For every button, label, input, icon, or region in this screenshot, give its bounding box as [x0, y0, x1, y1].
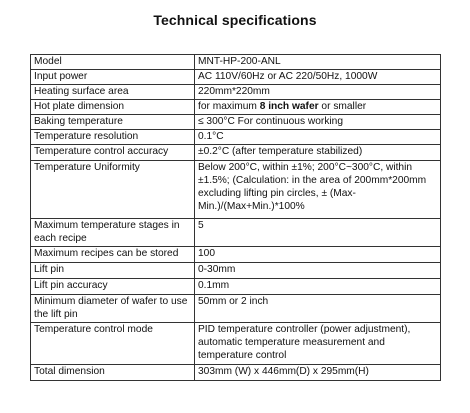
spec-value: 0.1mm — [195, 279, 441, 295]
table-row — [31, 70, 441, 85]
spec-label: Heating surface area — [31, 85, 195, 100]
spec-value-bold: 8 inch wafer — [259, 101, 319, 112]
table-row — [31, 279, 441, 295]
spec-label: Maximum recipes can be stored — [31, 247, 195, 263]
spec-label: Model — [31, 55, 195, 70]
spec-value: PID temperature controller (power adjustment), automatic temperature measurement and temperature control — [195, 323, 441, 365]
spec-value-text: for maximum — [198, 101, 260, 112]
spec-value: Below 200°C, within ±1%; 200°C~300°C, within ±1.5%; (Calculation: in the area of 200mm*200mm excluding lifting pin circles, ± (Max-Min.)/(Max+Min.)*100% — [195, 161, 441, 219]
table-row — [31, 219, 441, 247]
spec-value: AC 110V/60Hz or AC 220/50Hz, 1000W — [195, 70, 441, 85]
spec-value: 0.1°C — [195, 130, 441, 145]
page-title: Technical specifications — [153, 12, 317, 28]
spec-label: Minimum diameter of wafer to use the lift pin — [31, 295, 195, 323]
spec-table — [30, 54, 441, 381]
table-row — [31, 247, 441, 263]
table-row — [31, 55, 441, 70]
table-row — [31, 115, 441, 130]
spec-label: Baking temperature — [31, 115, 195, 130]
table-row — [31, 295, 441, 323]
spec-label: Maximum temperature stages in each recipe — [31, 219, 195, 247]
spec-value: MNT-HP-200-ANL — [195, 55, 441, 70]
table-row — [31, 365, 441, 381]
table-row — [31, 263, 441, 279]
table-row — [31, 130, 441, 145]
spec-value: ≤ 300°C For continuous working — [195, 115, 441, 130]
spec-value-text: or smaller — [318, 101, 367, 112]
spec-value: 303mm (W) x 446mm(D) x 295mm(H) — [195, 365, 441, 381]
table-row — [31, 145, 441, 161]
spec-label: Total dimension — [31, 365, 195, 381]
spec-value: 5 — [195, 219, 441, 247]
table-row — [31, 85, 441, 100]
spec-value: 220mm*220mm — [195, 85, 441, 100]
spec-value: ±0.2°C (after temperature stabilized) — [195, 145, 441, 161]
table-row — [31, 323, 441, 365]
spec-value: 0-30mm — [195, 263, 441, 279]
spec-label: Temperature control mode — [31, 323, 195, 365]
table-row — [31, 100, 441, 115]
spec-label: Lift pin accuracy — [31, 279, 195, 295]
spec-label: Temperature resolution — [31, 130, 195, 145]
table-row — [31, 161, 441, 219]
spec-label: Lift pin — [31, 263, 195, 279]
spec-label: Temperature Uniformity — [31, 161, 195, 219]
spec-label: Temperature control accuracy — [31, 145, 195, 161]
spec-label: Input power — [31, 70, 195, 85]
spec-value — [195, 100, 441, 115]
spec-value: 100 — [195, 247, 441, 263]
spec-label: Hot plate dimension — [31, 100, 195, 115]
spec-value: 50mm or 2 inch — [195, 295, 441, 323]
